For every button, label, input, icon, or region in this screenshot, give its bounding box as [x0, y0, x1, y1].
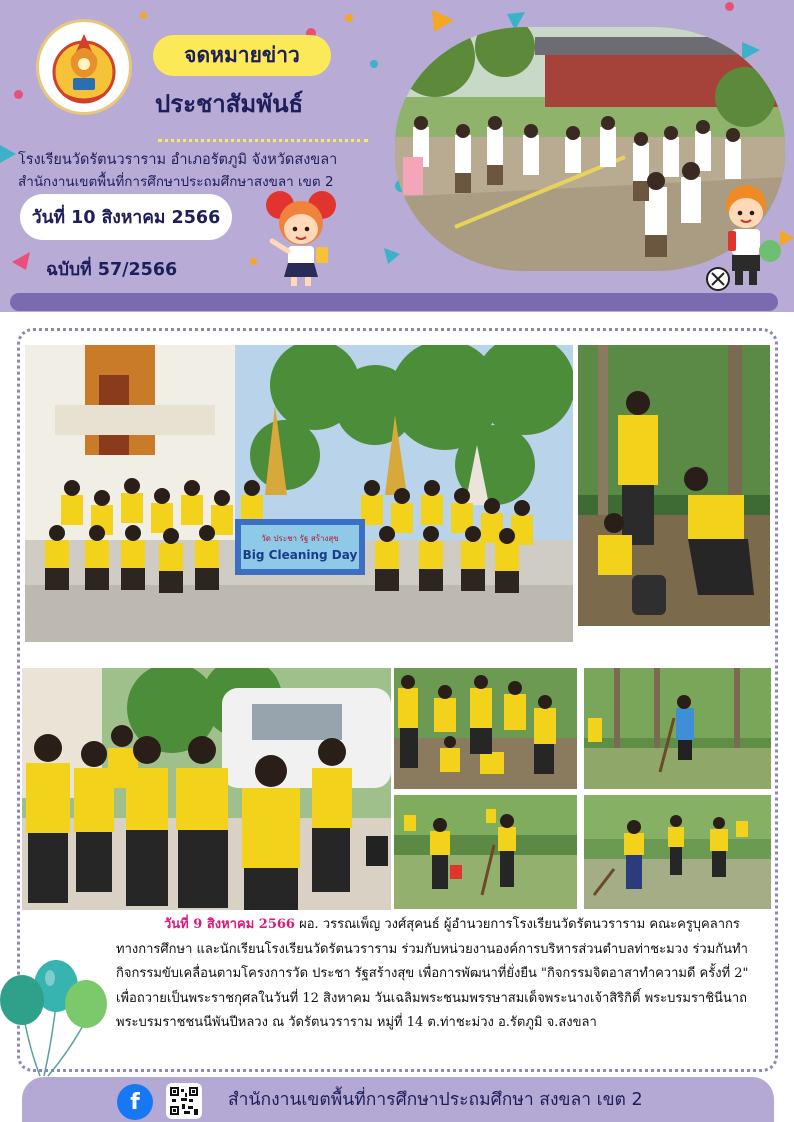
photo-students-thumbs-up [22, 668, 391, 910]
confetti-dot [345, 14, 353, 22]
confetti-dot [140, 12, 147, 19]
balloons-decoration [0, 960, 112, 1078]
confetti-triangle [430, 8, 456, 34]
caption-body: ผอ. วรรณเพ็ญ วงศ์สุคนธ์ ผู้อำนวยการโรงเรียนวัดรัตนวราราม คณะครูบุคลากรทางการศึกษา และนักเรียนโรงเรียนวัดรัตนวราราม ร่วมกับหน่วยงานองค์การบริหารส่วนตำบลท่าชะมวง ร่วมกันทำกิจกรรมขับเคลื่อนตามโครงการวัด ประชา รัฐสร้างสุข เพื่อการพัฒนาที่ยั่งยืน "กิจกรรมจิตอาสาทำความดี ครั้งที่ 2" เพื่อถวายเป็นพระราชกุศลในวันที่ 12 สิงหาคม วันเฉลิมพระชนมพรรษาสมเด็จพระนางเจ้าสิริกิติ์ พระบรมราชินีนาถ พระบรมราชชนนีพันปีหลวง ณ วัดรัตนวราราม หมู่ที่ 14 ต.ท่าชะม่วง อ.รัตภูมิ จ.สงขลา [116, 917, 749, 1030]
footer-office-name: สำนักงานเขตพื้นที่การศึกษาประถมศึกษา สงขลา เขต 2 [228, 1090, 643, 1110]
photo-raking-leaves [584, 668, 771, 789]
office-name: สำนักงานเขตพื้นที่การศึกษาประถมศึกษาสงขลา เขต 2 [18, 174, 334, 190]
cartoon-boy-illustration [706, 183, 786, 293]
caption-date: วันที่ 9 สิงหาคม 2566 [164, 917, 295, 932]
news-caption [116, 913, 768, 1036]
facebook-icon[interactable]: f [117, 1084, 153, 1120]
confetti-dot [14, 90, 23, 99]
qr-code-icon[interactable] [166, 1083, 202, 1119]
school-emblem-icon [49, 28, 119, 106]
photo-group-temple [25, 345, 573, 642]
newsletter-badge: จดหมายข่าว [153, 35, 331, 76]
header-divider-bar [10, 293, 778, 311]
confetti-triangle [382, 246, 402, 266]
confetti-dot [725, 2, 734, 11]
photo-sweeping-yard [394, 795, 577, 909]
issue-number: ฉบับที่ 57/2566 [46, 260, 178, 280]
banner-line-1: วัด ประชา รัฐ สร้างสุข [261, 534, 339, 543]
confetti-triangle [10, 250, 32, 272]
photo-students-yard [584, 795, 771, 909]
newsletter-header [0, 0, 794, 312]
school-emblem [36, 19, 132, 115]
school-name: โรงเรียนวัดรัตนวราราม อำเภอรัตภูมิ จังหวัดสงขลา [18, 152, 338, 168]
cartoon-girl-illustration [258, 189, 344, 287]
photo-cleaning-group [394, 668, 577, 789]
photo-planting-tree [578, 345, 770, 626]
confetti-triangle [0, 143, 18, 165]
confetti-dot [250, 258, 257, 265]
confetti-dot [370, 60, 378, 68]
banner-line-2: Big Cleaning Day [242, 548, 358, 562]
page-title: ประชาสัมพันธ์ [155, 90, 304, 118]
decorative-dotted-divider [158, 139, 368, 142]
issue-date: วันที่ 10 สิงหาคม 2566 [20, 194, 232, 240]
